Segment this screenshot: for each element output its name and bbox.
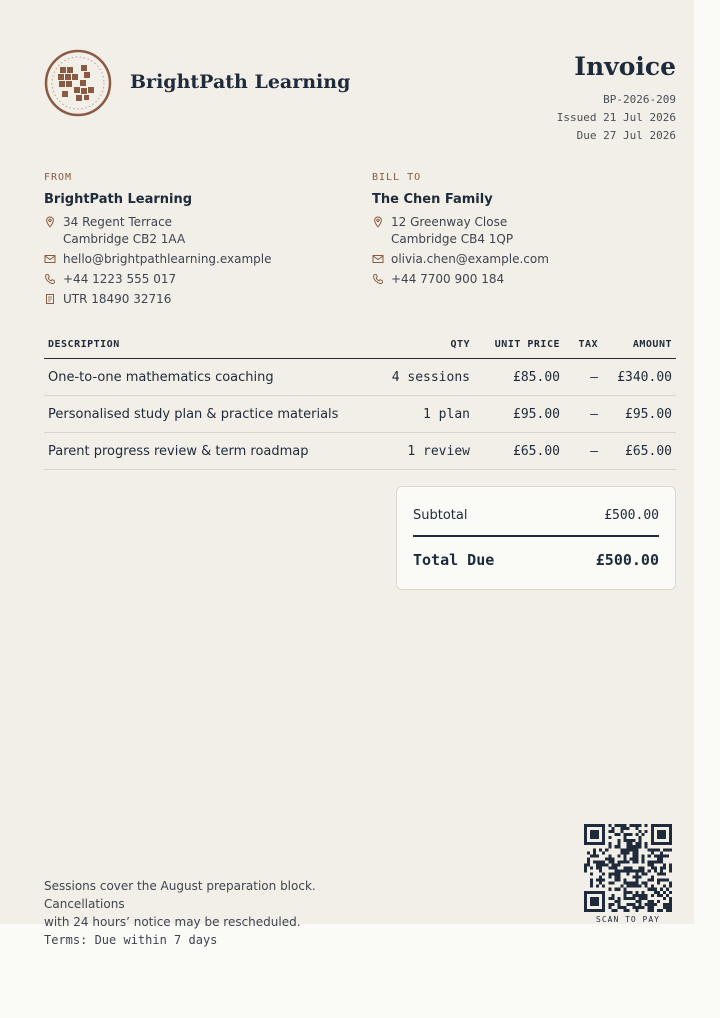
total-row [413,537,659,583]
qr-caption: SCAN TO PAY [596,915,660,924]
header-tax: TAX [564,330,602,359]
location-pin-icon [372,216,384,228]
invoice-meta [557,91,676,145]
totals-box [396,486,676,590]
brand-name: BrightPath Learning [130,71,351,93]
line-items-table [44,330,676,470]
row-qty: 1 plan [376,396,474,433]
bill-to-phone: +44 7700 900 184 [391,272,505,286]
row-qty: 4 sessions [376,359,474,396]
mail-icon [44,253,56,265]
bill-to-address-line2: Cambridge CB4 1QP [391,232,514,246]
bill-to-label: BILL TO [372,172,422,183]
invoice-due-date: Due 27 Jul 2026 [576,129,676,142]
row-tax: — [564,396,602,433]
bill-to-name: The Chen Family [372,192,493,207]
row-qty: 1 review [376,433,474,470]
bill-to-section [372,172,672,288]
row-unit-price: £65.00 [474,433,564,470]
subtotal-row [413,495,659,537]
from-email[interactable]: hello@brightpathlearning.example [63,252,272,266]
notes-line: with 24 hours’ notice may be rescheduled. [44,915,301,929]
from-address [44,214,344,248]
bill-to-email-row [372,251,672,268]
invoice-number: BP-2026-209 [603,93,676,106]
from-name: BrightPath Learning [44,192,193,207]
row-description: Parent progress review & term roadmap [44,433,376,470]
total-value: £500.00 [595,551,659,569]
mail-icon [372,253,384,265]
payment-terms: Terms: Due within 7 days [44,933,218,947]
table-header-row [44,330,676,359]
from-utr-row [44,291,344,308]
row-tax: — [564,359,602,396]
bill-to-address [372,214,672,248]
location-pin-icon [44,216,56,228]
header-qty: QTY [376,330,474,359]
brand-logo-icon [44,49,112,117]
row-unit-price: £85.00 [474,359,564,396]
header-amount: AMOUNT [602,330,676,359]
row-amount: £65.00 [602,433,676,470]
bill-to-email[interactable]: olivia.chen@example.com [391,252,549,266]
invoice-title: Invoice [574,52,676,81]
from-utr: UTR 18490 32716 [63,292,172,306]
subtotal-value: £500.00 [604,507,659,523]
from-section [44,172,344,308]
from-address-line2: Cambridge CB2 1AA [63,232,186,246]
table-row [44,359,676,396]
bill-to-phone-row [372,271,672,288]
from-phone-row [44,271,344,288]
row-unit-price: £95.00 [474,396,564,433]
bill-to-address-line1: 12 Greenway Close [391,215,508,229]
table-row [44,396,676,433]
invoice-issued-date: Issued 21 Jul 2026 [556,111,676,124]
from-phone: +44 1223 555 017 [63,272,177,286]
notes-line: Sessions cover the August preparation block. Cancellations [44,879,316,911]
from-email-row [44,251,344,268]
row-amount: £340.00 [602,359,676,396]
from-label: FROM [44,172,73,183]
header-unit-price: UNIT PRICE [474,330,564,359]
invoice-notes [44,877,384,949]
row-description: One-to-one mathematics coaching [44,359,376,396]
from-address-line1: 34 Regent Terrace [63,215,173,229]
total-label: Total Due [413,551,495,569]
subtotal-label: Subtotal [413,507,468,523]
table-row [44,433,676,470]
phone-icon [44,273,56,285]
document-icon [44,293,56,305]
header-description: DESCRIPTION [44,330,376,359]
phone-icon [372,273,384,285]
row-description: Personalised study plan & practice materials [44,396,376,433]
payment-qr-code-icon[interactable] [584,824,672,912]
row-amount: £95.00 [602,396,676,433]
row-tax: — [564,433,602,470]
